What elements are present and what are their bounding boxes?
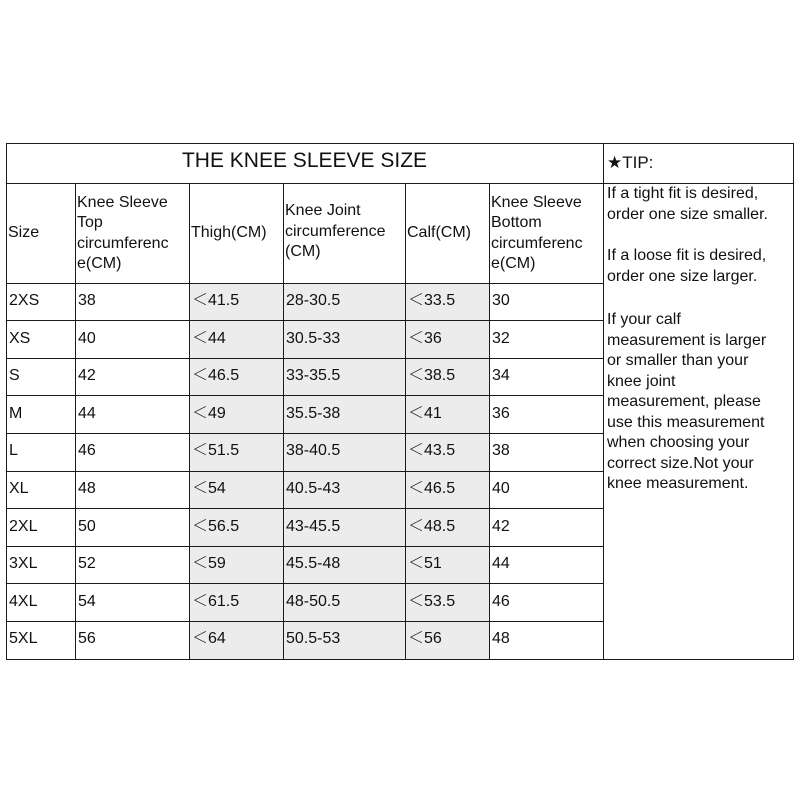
table-title: THE KNEE SLEEVE SIZE bbox=[181, 151, 428, 172]
column-header bbox=[491, 185, 602, 282]
column-header bbox=[77, 185, 188, 282]
table-cell: 40.5-43 bbox=[286, 480, 341, 497]
outer-border bbox=[6, 143, 7, 660]
table-cell: 52 bbox=[78, 555, 96, 573]
column-header bbox=[191, 185, 282, 282]
grid-line bbox=[6, 433, 604, 434]
outer-border bbox=[6, 143, 794, 144]
table-cell: 38 bbox=[492, 442, 510, 460]
table-cell: ＜41 bbox=[408, 404, 442, 422]
grid-line bbox=[6, 621, 604, 622]
tip-title: ★TIP: bbox=[607, 153, 654, 172]
size-label: S bbox=[9, 367, 20, 385]
table-cell: ＜38.5 bbox=[408, 367, 456, 385]
grid-line bbox=[6, 395, 604, 396]
table-cell: 38-40.5 bbox=[286, 442, 341, 460]
table-cell: 34 bbox=[492, 367, 510, 385]
table-cell: 56 bbox=[78, 630, 96, 648]
grid-line bbox=[75, 183, 76, 660]
size-label: 4XL bbox=[9, 592, 38, 610]
table-cell: 35.5-38 bbox=[286, 404, 341, 422]
size-label: 2XS bbox=[9, 292, 40, 309]
grid-line bbox=[489, 183, 490, 660]
table-cell: 48-50.5 bbox=[286, 592, 341, 610]
tip-paragraph: If a loose fit is desired, order one size larger. bbox=[607, 247, 767, 285]
table-cell: 32 bbox=[492, 329, 510, 347]
table-cell: 48 bbox=[78, 480, 96, 497]
outer-border bbox=[6, 659, 794, 660]
table-cell: ＜46.5 bbox=[192, 367, 240, 385]
column-header-label: Knee Sleeve Top circumferenc e(CM) bbox=[77, 193, 169, 272]
table-cell: 46 bbox=[78, 442, 96, 460]
table-cell: 40 bbox=[492, 480, 510, 497]
size-label: 3XL bbox=[9, 555, 38, 573]
table-cell: 38 bbox=[78, 292, 96, 309]
table-cell: ＜41.5 bbox=[192, 292, 240, 309]
table-cell: ＜44 bbox=[192, 329, 226, 347]
column-header-label: Knee Joint circumference (CM) bbox=[285, 202, 386, 260]
grid-line bbox=[6, 183, 794, 184]
table-cell: 48 bbox=[492, 630, 510, 648]
grid-line bbox=[283, 183, 284, 660]
table-cell: ＜56.5 bbox=[192, 517, 240, 535]
grid-line bbox=[189, 183, 190, 660]
table-cell: 43-45.5 bbox=[286, 517, 341, 535]
table-cell: 40 bbox=[78, 329, 96, 347]
table-cell: ＜56 bbox=[408, 630, 442, 648]
grid-line bbox=[6, 320, 604, 321]
column-header-label: Knee Sleeve Bottom circumferenc e(CM) bbox=[491, 193, 583, 272]
table-cell: ＜61.5 bbox=[192, 592, 240, 610]
size-label: L bbox=[9, 442, 18, 460]
table-cell: 44 bbox=[78, 404, 96, 422]
table-cell: ＜51 bbox=[408, 555, 442, 573]
table-cell: ＜51.5 bbox=[192, 442, 240, 460]
column-header bbox=[407, 185, 488, 282]
table-cell: 44 bbox=[492, 555, 510, 573]
table-cell: ＜46.5 bbox=[408, 480, 456, 497]
table-cell: ＜59 bbox=[192, 555, 226, 573]
size-label: M bbox=[9, 404, 23, 422]
tip-paragraph: If a tight fit is desired, order one size smaller. bbox=[607, 185, 768, 223]
table-cell: 28-30.5 bbox=[286, 292, 341, 309]
grid-line bbox=[603, 143, 604, 660]
table-cell: 42 bbox=[492, 517, 510, 535]
column-header bbox=[8, 185, 74, 282]
table-cell: 33-35.5 bbox=[286, 367, 341, 385]
column-header bbox=[285, 185, 404, 282]
grid-line bbox=[6, 358, 604, 359]
size-label: 5XL bbox=[9, 630, 38, 648]
size-label: XS bbox=[9, 329, 31, 347]
table-cell: ＜64 bbox=[192, 630, 226, 648]
table-cell: 54 bbox=[78, 592, 96, 610]
size-label: 2XL bbox=[9, 517, 38, 535]
table-cell: ＜49 bbox=[192, 404, 226, 422]
grid-line bbox=[6, 583, 604, 584]
column-header-label: Thigh(CM) bbox=[191, 224, 267, 242]
table-cell: 45.5-48 bbox=[286, 555, 341, 573]
table-cell: ＜53.5 bbox=[408, 592, 456, 610]
table-cell: ＜48.5 bbox=[408, 517, 456, 535]
column-header-label: Calf(CM) bbox=[407, 224, 471, 242]
table-cell: 30.5-33 bbox=[286, 329, 341, 347]
grid-line bbox=[6, 508, 604, 509]
grid-line bbox=[6, 546, 604, 547]
tip-paragraph: If your calf measurement is larger or smaller than your knee joint measurement, please use this measurement when choosing your correct size.Not your knee measurement. bbox=[607, 311, 767, 492]
table-cell: 42 bbox=[78, 367, 96, 385]
table-cell: 36 bbox=[492, 404, 510, 422]
grid-line bbox=[6, 283, 604, 284]
size-label: XL bbox=[9, 480, 29, 497]
grid-line bbox=[405, 183, 406, 660]
table-cell: 30 bbox=[492, 292, 510, 309]
column-header-label: Size bbox=[8, 224, 40, 242]
table-cell: ＜36 bbox=[408, 329, 442, 347]
table-cell: ＜54 bbox=[192, 480, 226, 497]
table-cell: 50.5-53 bbox=[286, 630, 341, 648]
table-cell: ＜33.5 bbox=[408, 292, 456, 309]
table-cell: 50 bbox=[78, 517, 96, 535]
outer-border bbox=[793, 143, 794, 660]
table-cell: ＜43.5 bbox=[408, 442, 456, 460]
grid-line bbox=[6, 471, 604, 472]
table-cell: 46 bbox=[492, 592, 510, 610]
